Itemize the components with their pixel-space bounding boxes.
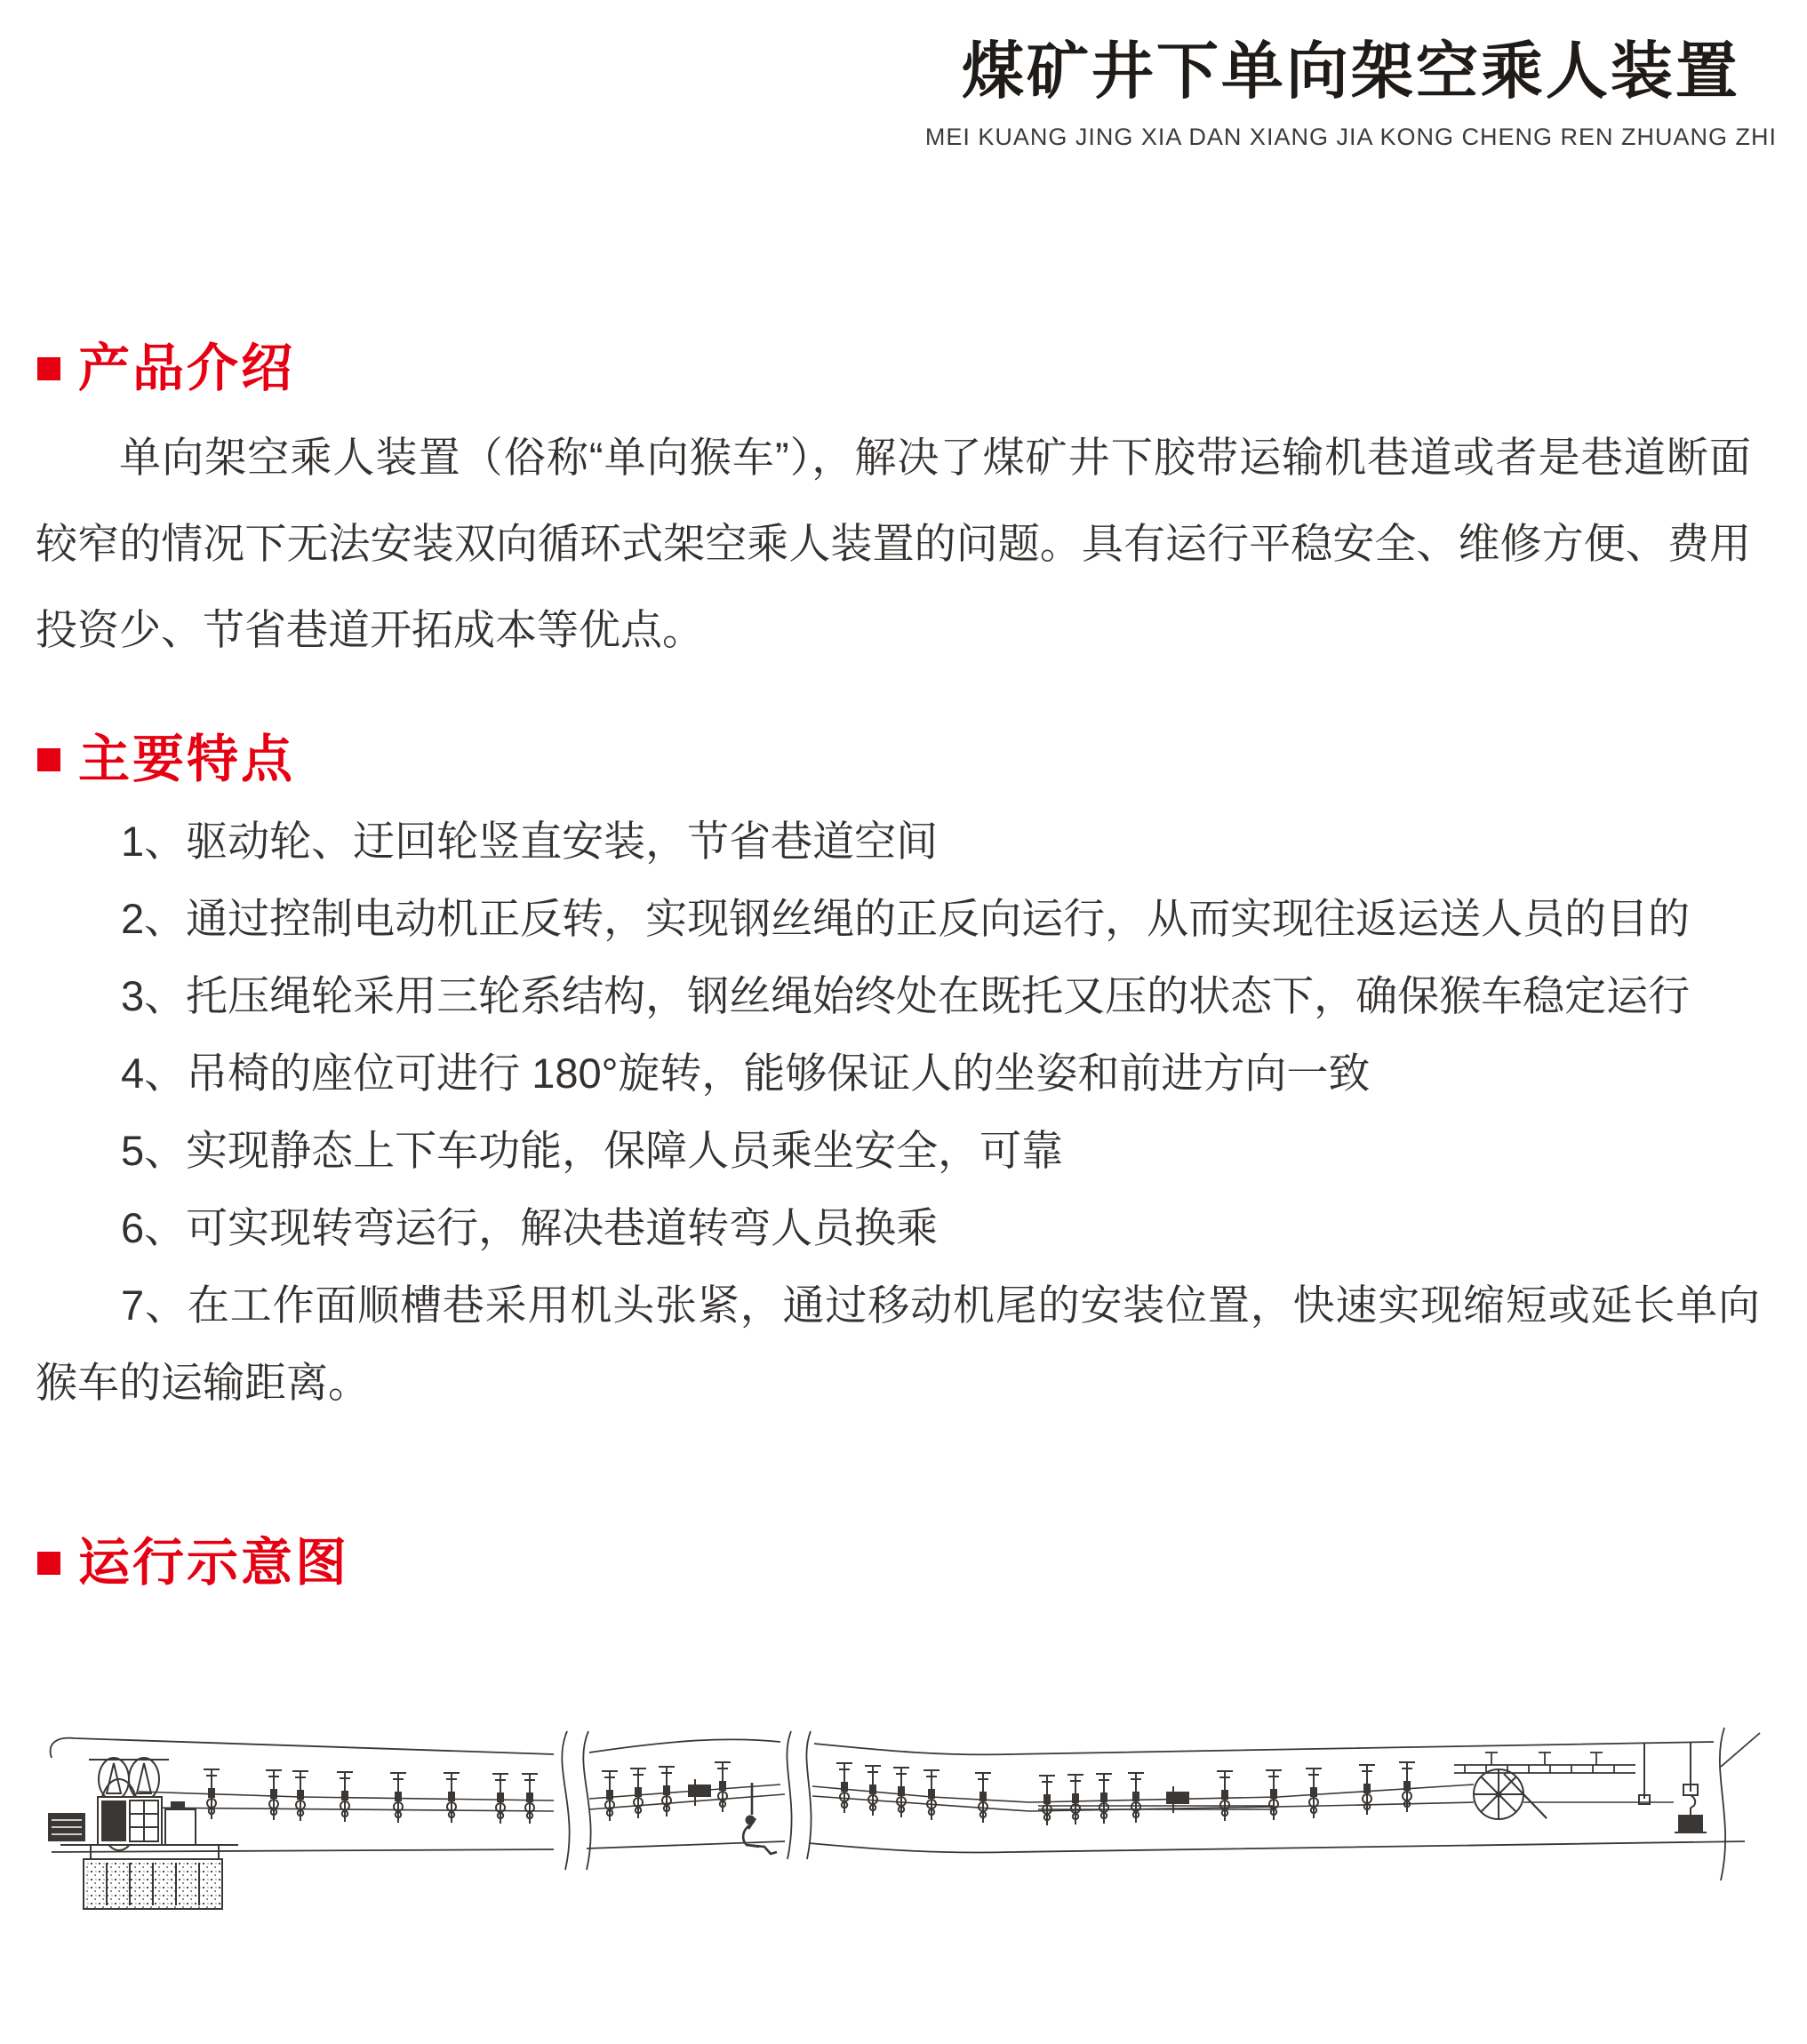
tail-beam (1454, 1753, 1635, 1773)
operation-diagram (34, 1710, 1769, 1952)
square-bullet-icon (37, 1552, 60, 1575)
heading-main-features: 主要特点 (78, 731, 296, 788)
page-title-pinyin: MEI KUANG JING XIA DAN XIANG JIA KONG CHENG REN ZHUANG ZHI (924, 124, 1777, 150)
page-title: 煤矿井下单向架空乘人装置 (961, 36, 1740, 106)
wire-rope (139, 1785, 1674, 1811)
product-intro-paragraph: 单向架空乘人装置（俗称“单向猴车”），解决了煤矿井下胶带运输机巷道或者是巷道断面较窄的情况下无法安装双向循环式架空乘人装置的问题。具有运行平稳安全、维修方便、费用投资少、节省巷道开拓成本等优点。 (36, 434, 1751, 653)
tail-wheel (1474, 1769, 1547, 1819)
counterweight (1639, 1742, 1707, 1832)
heading-operation-diagram: 运行示意图 (78, 1534, 350, 1592)
section-main-features-heading (37, 731, 296, 788)
section-operation-diagram-heading (37, 1534, 350, 1592)
foundation-block (84, 1859, 222, 1909)
title-block (925, 37, 1777, 151)
tunnel-outline (51, 1738, 1745, 1853)
feature-item-7: 7、在工作面顺槽巷采用机头张紧，通过移动机尾的安装位置，快速实现缩短或延长单向猴车的运输距离。 (36, 1281, 1760, 1406)
feature-item-6: 6、可实现转弯运行，解决巷道转弯人员换乘 (121, 1204, 939, 1251)
feature-item-1: 1、驱动轮、迂回轮竖直安装，节省巷道空间 (121, 818, 939, 865)
feature-item-3: 3、托压绳轮采用三轮系结构，钢丝绳始终处在既托又压的状态下，确保猴车稳定运行 (121, 972, 1691, 1019)
square-bullet-icon (37, 357, 60, 380)
features-list (36, 802, 1760, 1421)
feature-item-4: 4、吊椅的座位可进行 180°旋转，能够保证人的坐姿和前进方向一致 (121, 1050, 1371, 1097)
feature-item-5: 5、实现静态上下车功能，保障人员乘坐安全，可靠 (121, 1127, 1064, 1174)
feature-item-2: 2、通过控制电动机正反转，实现钢丝绳的正反向运行，从而实现往返运送人员的目的 (121, 895, 1691, 942)
section-product-intro-heading (37, 339, 296, 397)
square-bullet-icon (37, 748, 60, 771)
heading-product-intro: 产品介绍 (78, 339, 296, 397)
break-line (562, 1728, 1760, 1880)
